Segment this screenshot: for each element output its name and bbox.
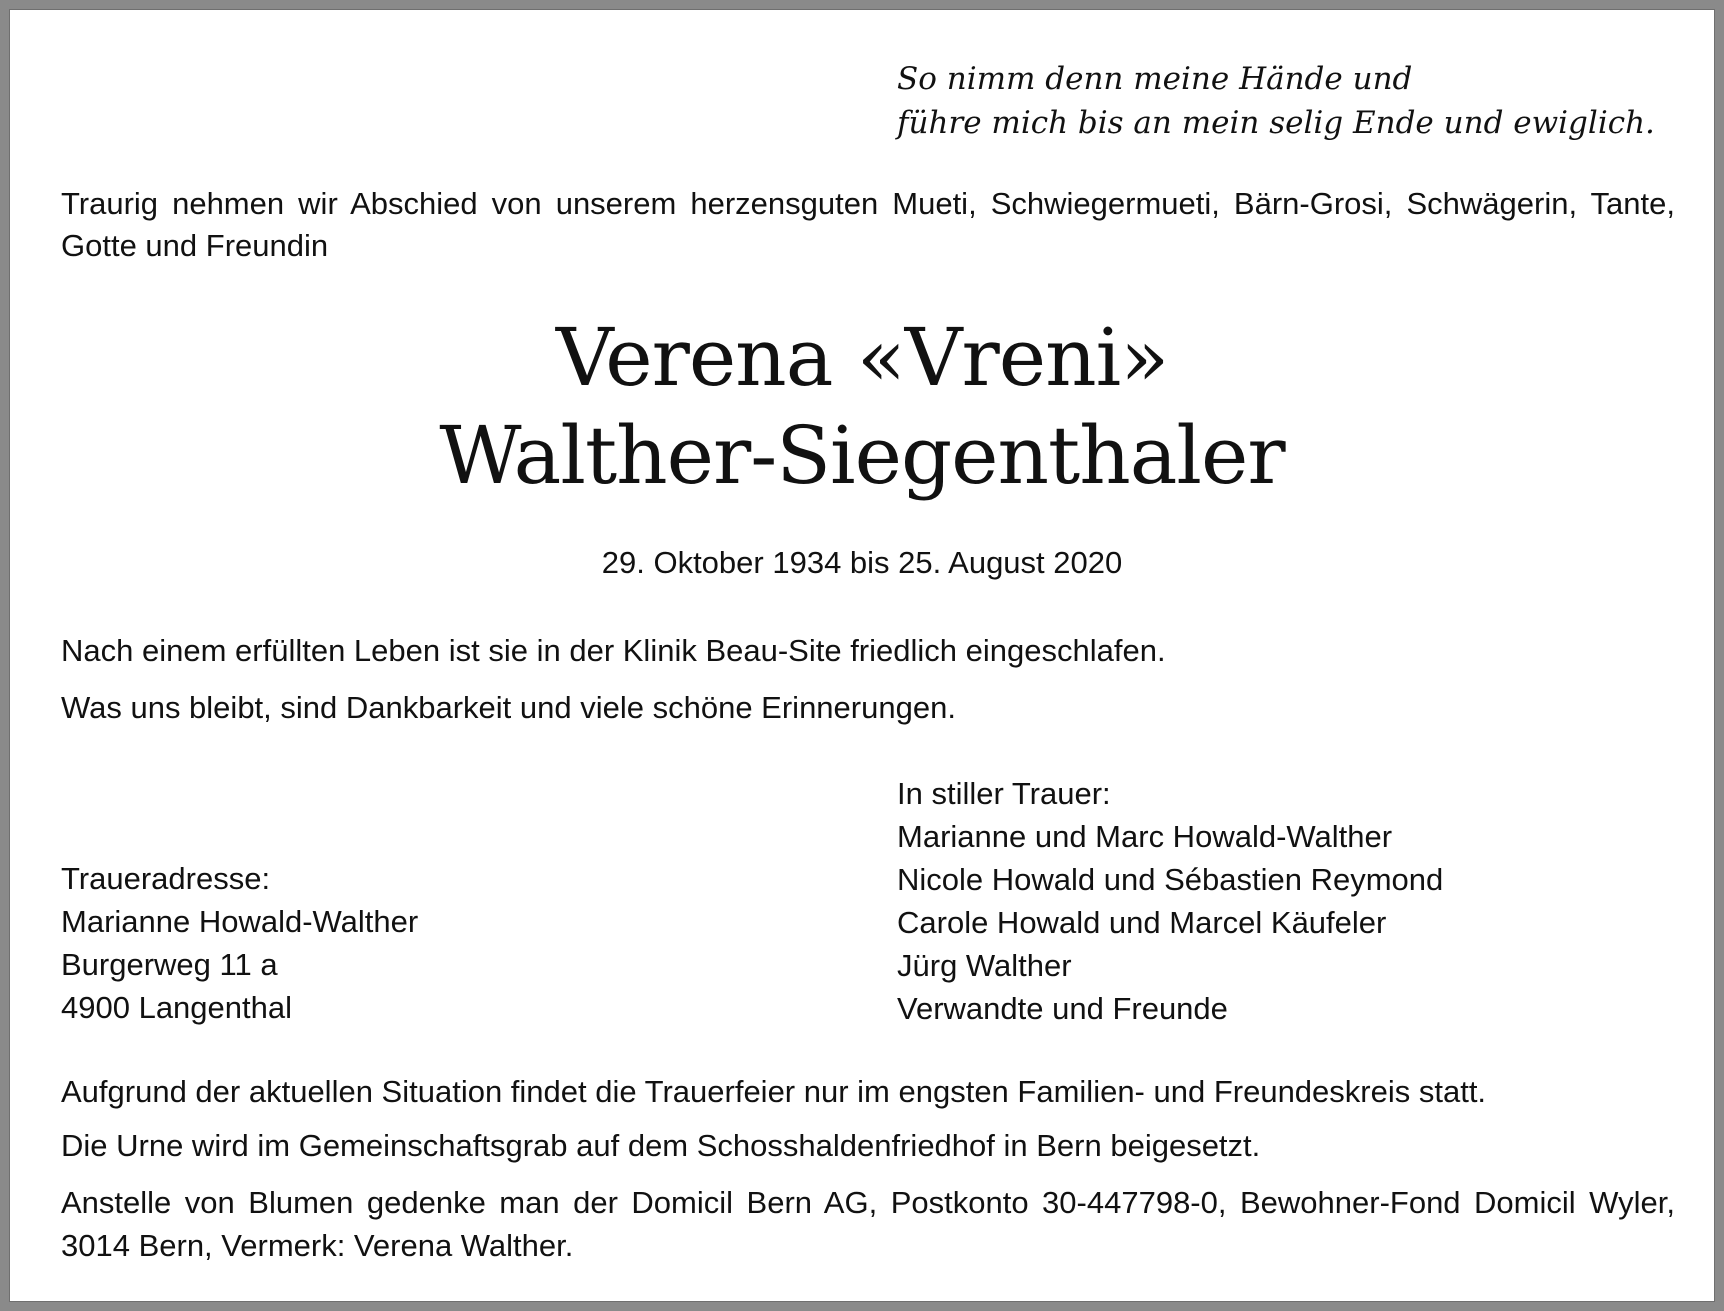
body-line-2: Was uns bleibt, sind Dankbarkeit und viele schöne Erinnerungen. bbox=[61, 690, 956, 725]
verse-line-2: führe mich bis an mein selig Ende und ewiglich. bbox=[897, 105, 1655, 141]
mourner-name: Verwandte und Freunde bbox=[897, 991, 1228, 1026]
intro-text: Traurig nehmen wir Abschied von unserem herzensguten Mueti, Schwiegermueti, Bärn-Grosi, Schwägerin, Tante, Gotte und Freundin bbox=[61, 186, 1675, 263]
mourners-heading: In stiller Trauer: bbox=[897, 776, 1111, 811]
mourners-list bbox=[897, 772, 1443, 1030]
mourning-address bbox=[61, 857, 418, 1029]
mourner-name: Jürg Walther bbox=[897, 948, 1072, 983]
address-heading: Traueradresse: bbox=[61, 861, 271, 896]
verse-quote bbox=[897, 57, 1655, 145]
donation-notice: Anstelle von Blumen gedenke man der Domicil Bern AG, Postkonto 30-447798-0, Bewohner-Fond Domicil Wyler, 3014 Bern, Vermerk: Verena Walther. bbox=[61, 1185, 1675, 1263]
ceremony-notice: Aufgrund der aktuellen Situation findet die Trauerfeier nur im engsten Familien- und Freundeskreis statt. bbox=[61, 1074, 1487, 1109]
deceased-name-line-2: Walther-Siegenthaler bbox=[439, 409, 1285, 502]
deceased-name bbox=[9, 309, 1715, 505]
mourner-name: Carole Howald und Marcel Käufeler bbox=[897, 905, 1387, 940]
life-dates: 29. Oktober 1934 bis 25. August 2020 bbox=[601, 545, 1123, 580]
urn-notice: Die Urne wird im Gemeinschaftsgrab auf dem Schosshaldenfriedhof in Bern beigesetzt. bbox=[61, 1128, 1261, 1163]
deceased-name-line-1: Verena «Vreni» bbox=[555, 311, 1169, 404]
verse-line-1: So nimm denn meine Hände und bbox=[897, 61, 1413, 97]
obituary-notice bbox=[9, 9, 1715, 1302]
mourner-name: Nicole Howald und Sébastien Reymond bbox=[897, 862, 1444, 897]
address-street: Burgerweg 11 a bbox=[61, 947, 278, 982]
body-line-1: Nach einem erfüllten Leben ist sie in der Klinik Beau-Site friedlich eingeschlafen. bbox=[61, 633, 1166, 668]
mourner-name: Marianne und Marc Howald-Walther bbox=[897, 819, 1393, 854]
address-name: Marianne Howald-Walther bbox=[61, 904, 419, 939]
address-city: 4900 Langenthal bbox=[61, 990, 293, 1025]
